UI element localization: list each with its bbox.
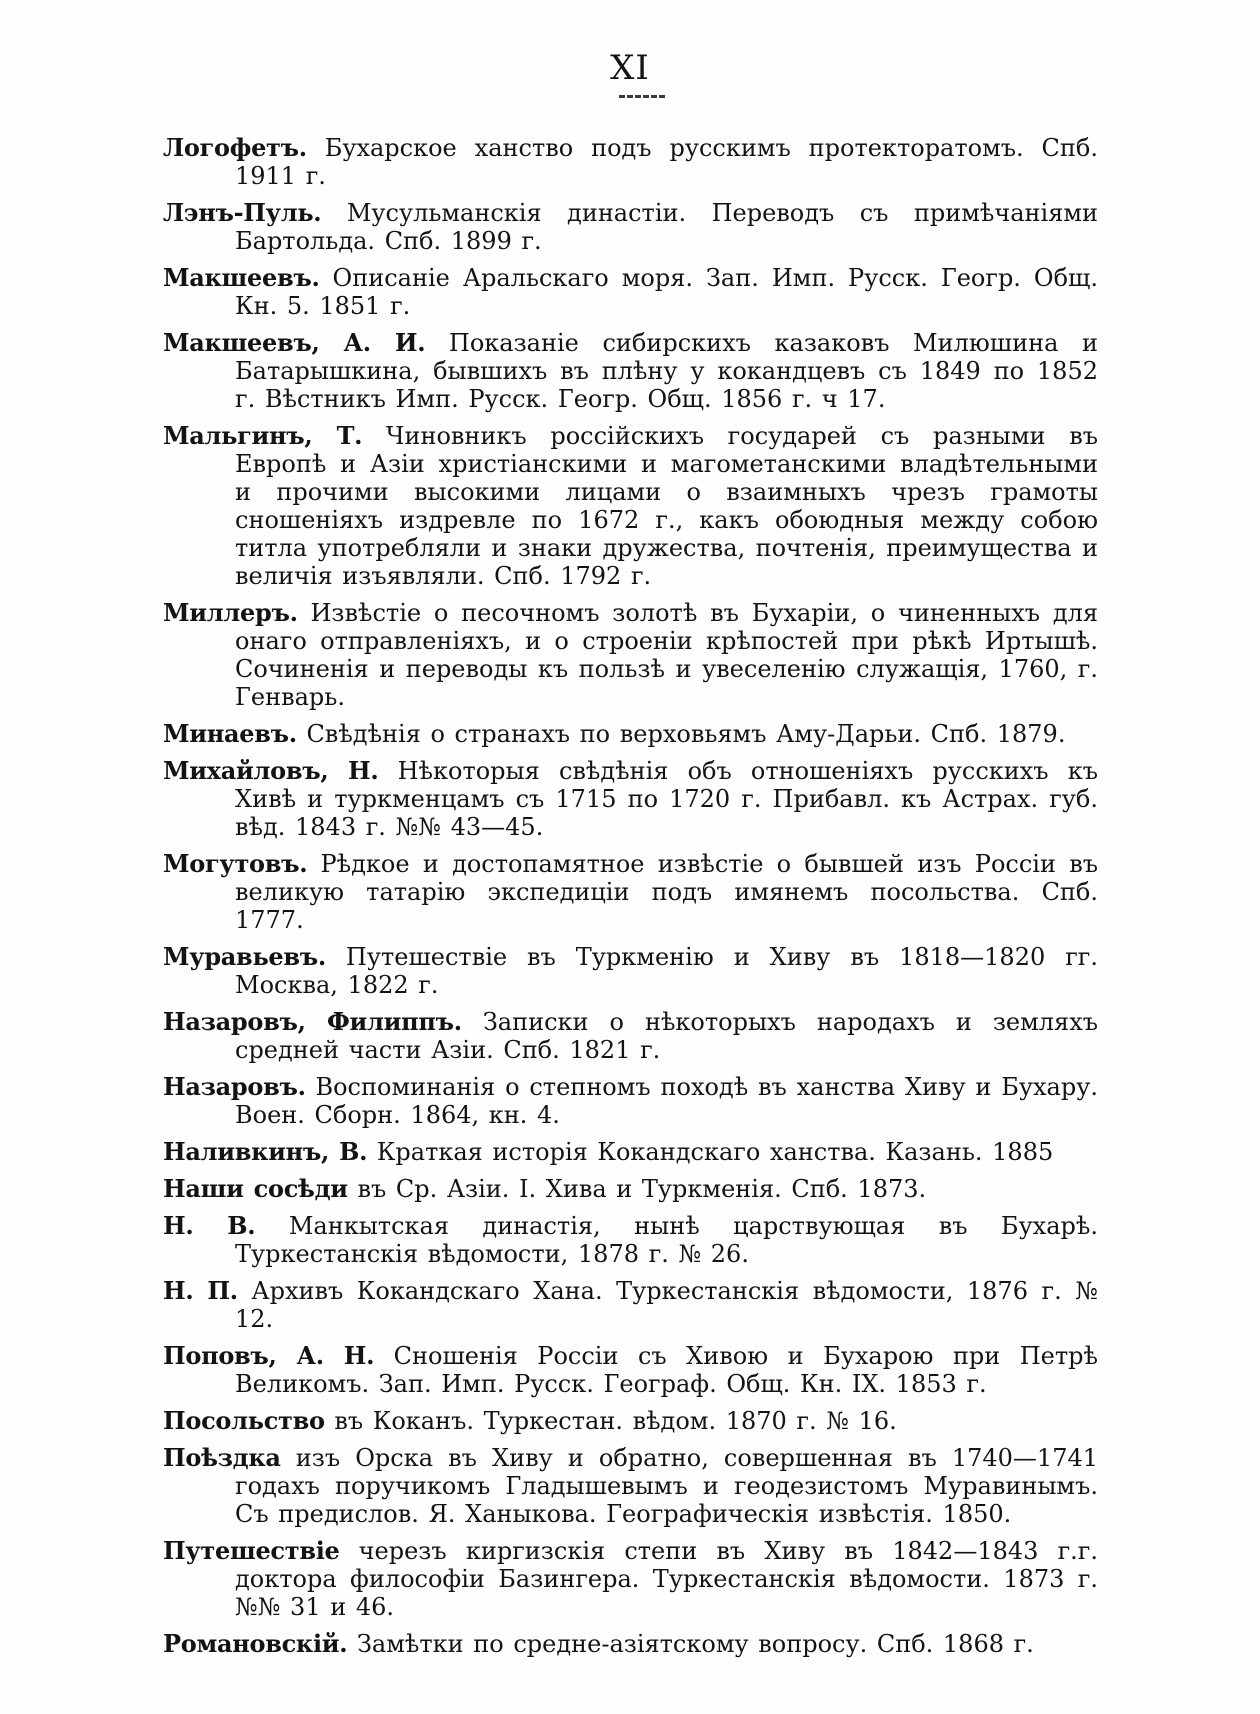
entry-author: Михайловъ, Н. bbox=[163, 756, 379, 785]
bibliography-entry bbox=[163, 1342, 1098, 1398]
bibliography-entry bbox=[163, 1444, 1098, 1528]
bibliography-entry bbox=[163, 757, 1098, 841]
bibliography-entry bbox=[163, 1407, 1098, 1435]
entry-text: Сношенія Россіи съ Хивою и Бухарою при Петрѣ Великомъ. Зап. Имп. Русск. Географ. Общ. Кн. IX. 1853 г. bbox=[235, 1342, 1098, 1398]
entry-author: Минаевъ. bbox=[163, 719, 297, 748]
bibliography-entry bbox=[163, 1073, 1098, 1129]
entry-author: Путешествіе bbox=[163, 1536, 340, 1565]
bibliography-entry bbox=[163, 1008, 1098, 1064]
header-divider-rule bbox=[619, 95, 665, 98]
entry-text: Описаніе Аральскаго моря. Зап. Имп. Русск. Геогр. Общ. Кн. 5. 1851 г. bbox=[235, 264, 1098, 320]
page-number: XI bbox=[610, 48, 650, 88]
entry-author: Назаровъ. bbox=[163, 1072, 306, 1101]
entry-text: изъ Орска въ Хиву и обратно, совершенная въ 1740—1741 годахъ поручикомъ Гладышевымъ и геодезистомъ Муравинымъ. Съ предислов. Я. Ханыкова. Географическія извѣстія. 1850. bbox=[235, 1444, 1098, 1528]
bibliography-entry bbox=[163, 1630, 1098, 1658]
entry-text: Бухарское ханство подъ русскимъ протекторатомъ. Спб. 1911 г. bbox=[235, 134, 1098, 190]
entry-text: Записки о нѣкоторыхъ народахъ и земляхъ средней части Азіи. Спб. 1821 г. bbox=[235, 1008, 1098, 1064]
bibliography-entry bbox=[163, 199, 1098, 255]
entry-author: Муравьевъ. bbox=[163, 942, 326, 971]
entry-text: Путешествіе въ Туркменію и Хиву въ 1818—1820 гг. Москва, 1822 г. bbox=[235, 943, 1098, 999]
entry-author: Н. П. bbox=[163, 1276, 238, 1305]
entry-author: Макшеевъ. bbox=[163, 263, 320, 292]
entry-text: въ Коканъ. Туркестан. вѣдом. 1870 г. № 16. bbox=[334, 1407, 897, 1435]
entry-author: Могутовъ. bbox=[163, 849, 308, 878]
entry-author: Посольство bbox=[163, 1406, 325, 1435]
bibliography-entry bbox=[163, 1175, 1098, 1203]
entry-author: Наши сосѣди bbox=[163, 1174, 348, 1203]
entry-text: Чиновникъ россійскихъ государей съ разными въ Европѣ и Азіи христіанскими и магометанскими владѣтельными и прочими высокими лицами о взаимныхъ чрезъ грамоты сношеніяхъ издревле по 1672 г., какъ обоюдныя между собою титла употребляли и знаки дружества, почтенія, преимущества и величія изъявляли. Спб. 1792 г. bbox=[235, 422, 1098, 590]
bibliography-entry bbox=[163, 134, 1098, 190]
bibliography-entry bbox=[163, 422, 1098, 590]
bibliography-entry bbox=[163, 329, 1098, 413]
entry-author: Макшеевъ, А. И. bbox=[163, 328, 426, 357]
bibliography-entry bbox=[163, 1277, 1098, 1333]
entry-text: Архивъ Кокандскаго Хана. Туркестанскія вѣдомости, 1876 г. № 12. bbox=[235, 1277, 1098, 1333]
entry-author: Лэнъ-Пуль. bbox=[163, 198, 322, 227]
page-header bbox=[0, 0, 1260, 98]
entry-text: Извѣстіе о песочномъ золотѣ въ Бухаріи, о чиненныхъ для онаго отправленіяхъ, и о строеніи крѣпостей при рѣкѣ Иртышѣ. Сочиненія и переводы къ пользѣ и увеселенію служащія, 1760, г. Генварь. bbox=[235, 599, 1098, 711]
entry-text: въ Ср. Азіи. I. Хива и Туркменія. Спб. 1873. bbox=[357, 1175, 927, 1203]
entry-text: Замѣтки по средне-азіятскому вопросу. Спб. 1868 г. bbox=[356, 1630, 1034, 1658]
entry-text: Мусульманскія династіи. Переводъ съ примѣчаніями Бартольда. Спб. 1899 г. bbox=[235, 199, 1098, 255]
bibliography-entry bbox=[163, 943, 1098, 999]
entry-text: Воспоминанія о степномъ походѣ въ ханства Хиву и Бухару. Воен. Сборн. 1864, кн. 4. bbox=[235, 1073, 1098, 1129]
entry-text: Рѣдкое и достопамятное извѣстіе о бывшей изъ Россіи въ великую татарію экспедиціи подъ имянемъ посольства. Спб. 1777. bbox=[235, 850, 1098, 934]
entry-text: Показаніе сибирскихъ казаковъ Милюшина и Батарышкина, бывшихъ въ плѣну у кокандцевъ съ 1849 по 1852 г. Вѣстникъ Имп. Русск. Геогр. Общ. 1856 г. ч 17. bbox=[235, 329, 1098, 413]
entry-author: Логофетъ. bbox=[163, 133, 307, 162]
bibliography-entry bbox=[163, 1212, 1098, 1268]
bibliography-entry bbox=[163, 1138, 1098, 1166]
entry-author: Наливкинъ, В. bbox=[163, 1137, 368, 1166]
entry-author: Назаровъ, Филиппъ. bbox=[163, 1007, 462, 1036]
entry-text: Нѣкоторыя свѣдѣнія объ отношеніяхъ русскихъ къ Хивѣ и туркменцамъ съ 1715 по 1720 г. Прибавл. къ Астрах. губ. вѣд. 1843 г. №№ 43—45. bbox=[235, 757, 1098, 841]
entry-text: Краткая исторія Кокандскаго ханства. Казань. 1885 bbox=[376, 1138, 1054, 1166]
bibliography-entry bbox=[163, 1537, 1098, 1621]
bibliography-entry bbox=[163, 720, 1098, 748]
bibliography-entry bbox=[163, 850, 1098, 934]
bibliography-entry bbox=[163, 264, 1098, 320]
entry-text: черезъ киргизскія степи въ Хиву въ 1842—1843 г.г. доктора философіи Базингера. Туркестанскія вѣдомости. 1873 г. №№ 31 и 46. bbox=[235, 1537, 1098, 1621]
entry-author: Поповъ, А. Н. bbox=[163, 1341, 375, 1370]
entry-author: Мальгинъ, Т. bbox=[163, 421, 363, 450]
entry-text: Манкытская династія, нынѣ царствующая въ Бухарѣ. Туркестанскія вѣдомости, 1878 г. № 26. bbox=[235, 1212, 1098, 1268]
entry-text: Свѣдѣнія о странахъ по верховьямъ Аму-Дарьи. Спб. 1879. bbox=[306, 720, 1066, 748]
entry-author: Романовскій. bbox=[163, 1629, 348, 1658]
bibliography-entry bbox=[163, 599, 1098, 711]
bibliography-list bbox=[163, 134, 1098, 1658]
entry-author: Миллеръ. bbox=[163, 598, 298, 627]
entry-author: Н. В. bbox=[163, 1211, 256, 1240]
entry-author: Поѣздка bbox=[163, 1443, 281, 1472]
